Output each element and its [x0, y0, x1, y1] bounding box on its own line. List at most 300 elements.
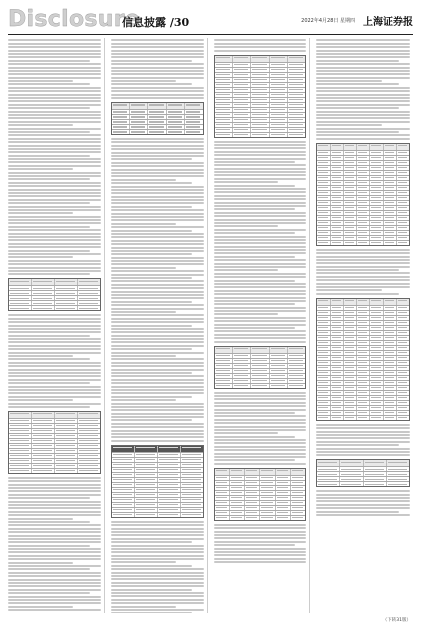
table-cell	[135, 498, 158, 502]
text-line	[111, 138, 204, 140]
table-cell	[215, 56, 233, 62]
table-cell	[9, 296, 32, 300]
text-line	[111, 280, 204, 282]
table-cell	[9, 286, 32, 290]
table-cell	[357, 356, 370, 360]
table-cell	[251, 364, 269, 368]
text-line	[316, 80, 382, 82]
text-line	[111, 243, 204, 245]
text-line	[8, 83, 90, 85]
text-line	[214, 395, 307, 397]
table-cell	[215, 354, 233, 358]
text-line	[8, 389, 101, 391]
text-line	[214, 158, 307, 160]
text-line	[111, 301, 193, 303]
table-cell	[55, 469, 78, 473]
text-line	[214, 409, 307, 411]
table-cell	[340, 482, 363, 486]
table-cell	[148, 120, 166, 124]
table-cell	[215, 103, 233, 107]
text-line	[8, 548, 101, 550]
table-cell	[317, 161, 330, 165]
text-line	[111, 87, 204, 89]
text-line	[214, 554, 307, 556]
table-cell	[384, 186, 397, 190]
table-cell	[158, 483, 181, 487]
table-cell	[251, 347, 269, 353]
table-cell	[270, 98, 288, 102]
table-cell	[344, 156, 357, 160]
text-line	[111, 561, 176, 563]
text-line	[111, 257, 204, 259]
text-line	[316, 276, 410, 278]
text-line	[8, 484, 101, 486]
text-line	[8, 117, 101, 119]
table-cell	[215, 516, 230, 520]
table-cell	[384, 391, 397, 395]
table-cell	[384, 306, 397, 310]
table-cell	[357, 166, 370, 170]
text-line	[316, 507, 410, 509]
table-cell	[158, 453, 181, 457]
text-line	[8, 338, 101, 340]
table-cell	[331, 176, 344, 180]
table-cell	[181, 493, 203, 497]
text-line	[111, 158, 193, 160]
table-cell	[384, 371, 397, 375]
text-line	[316, 269, 399, 271]
table-cell	[260, 469, 275, 475]
table-row	[215, 56, 306, 63]
text-line	[8, 158, 101, 160]
table-cell	[317, 477, 340, 481]
text-line	[8, 202, 90, 204]
text-line	[111, 226, 204, 228]
text-line	[214, 39, 307, 41]
table-cell	[397, 241, 409, 245]
table-cell	[270, 68, 288, 72]
text-line	[111, 335, 204, 337]
table-cell	[78, 429, 100, 433]
table-cell	[397, 366, 409, 370]
text-line	[8, 56, 101, 58]
table-cell	[181, 503, 203, 507]
text-line	[8, 507, 101, 509]
text-line	[111, 578, 204, 580]
text-line	[8, 46, 101, 48]
text-line	[8, 568, 90, 570]
table-cell	[260, 476, 275, 480]
text-line	[214, 300, 307, 302]
table-cell	[370, 181, 383, 185]
table-cell	[397, 176, 409, 180]
data-table	[316, 298, 410, 421]
table-cell	[370, 306, 383, 310]
table-cell	[357, 151, 370, 155]
text-line	[316, 73, 410, 75]
table-cell	[331, 166, 344, 170]
table-cell	[55, 449, 78, 453]
table-cell	[331, 346, 344, 350]
text-line	[8, 253, 101, 255]
text-line	[316, 293, 399, 295]
text-line	[111, 46, 204, 48]
text-line	[214, 561, 307, 563]
table-cell	[357, 144, 370, 150]
text-line	[8, 562, 73, 564]
text-line	[214, 419, 307, 421]
table-cell	[288, 118, 305, 122]
table-cell	[370, 411, 383, 415]
table-cell	[112, 508, 135, 512]
table-cell	[357, 226, 370, 230]
table-cell	[181, 513, 203, 517]
table-cell	[344, 181, 357, 185]
text-line	[111, 141, 204, 143]
text-line	[111, 247, 204, 249]
table-cell	[215, 78, 233, 82]
table-cell	[317, 191, 330, 195]
text-line	[214, 256, 296, 258]
text-line	[111, 230, 193, 232]
text-line	[316, 494, 410, 496]
table-cell	[260, 481, 275, 485]
text-line	[214, 212, 307, 214]
text-line	[8, 375, 101, 377]
table-cell	[215, 113, 233, 117]
table-cell	[55, 444, 78, 448]
table-cell	[291, 506, 305, 510]
table-cell	[32, 296, 55, 300]
text-line	[111, 284, 204, 286]
table-cell	[148, 115, 166, 119]
table-cell	[317, 351, 330, 355]
table-cell	[357, 236, 370, 240]
text-line	[8, 582, 101, 584]
table-cell	[158, 468, 181, 472]
table-cell	[357, 336, 370, 340]
text-line	[8, 325, 101, 327]
table-cell	[215, 347, 233, 353]
table-cell	[260, 501, 275, 505]
text-line	[111, 287, 204, 289]
text-line	[214, 141, 307, 143]
table-cell	[270, 103, 288, 107]
text-line	[8, 403, 101, 405]
text-line	[8, 490, 101, 492]
text-line	[316, 514, 410, 516]
text-line	[8, 138, 101, 140]
text-line	[8, 199, 101, 201]
text-line	[8, 379, 101, 381]
table-cell	[215, 83, 233, 87]
table-cell	[357, 171, 370, 175]
table-cell	[317, 166, 330, 170]
text-line	[316, 272, 410, 274]
text-line	[111, 94, 204, 96]
text-line	[214, 232, 296, 234]
table-cell	[181, 508, 203, 512]
table-cell	[370, 166, 383, 170]
text-line	[8, 531, 101, 533]
table-cell	[230, 496, 245, 500]
text-line	[8, 572, 101, 574]
text-line	[214, 205, 307, 207]
table-cell	[245, 476, 260, 480]
table-cell	[370, 236, 383, 240]
table-cell	[344, 299, 357, 305]
text-line	[8, 355, 73, 357]
table-cell	[135, 453, 158, 457]
table-cell	[317, 156, 330, 160]
table-cell	[233, 93, 251, 97]
table-cell	[112, 463, 135, 467]
text-line	[111, 189, 204, 191]
text-line	[8, 518, 73, 520]
text-line	[8, 341, 101, 343]
table-cell	[317, 144, 330, 150]
table-cell	[32, 286, 55, 290]
text-line	[111, 253, 193, 255]
text-line	[111, 274, 204, 276]
table-cell	[135, 508, 158, 512]
table-cell	[357, 341, 370, 345]
table-cell	[158, 473, 181, 477]
table-cell	[270, 73, 288, 77]
table-cell	[32, 439, 55, 443]
table-cell	[397, 181, 409, 185]
table-cell	[260, 491, 275, 495]
text-line	[214, 544, 296, 546]
table-cell	[233, 347, 251, 353]
text-line	[111, 521, 204, 523]
newspaper-logo: 上海证券报	[363, 17, 413, 28]
text-line	[111, 565, 193, 567]
column-1	[8, 38, 105, 613]
table-cell	[384, 216, 397, 220]
table-cell	[370, 196, 383, 200]
table-cell	[291, 491, 305, 495]
text-line	[111, 148, 204, 150]
table-cell	[331, 171, 344, 175]
table-cell	[251, 73, 269, 77]
table-cell	[112, 478, 135, 482]
table-cell	[32, 412, 55, 418]
text-line	[111, 528, 204, 530]
text-line	[111, 609, 204, 611]
table-cell	[357, 196, 370, 200]
text-line	[214, 534, 307, 536]
text-line	[8, 348, 101, 350]
text-line	[214, 449, 307, 451]
table-row	[9, 279, 100, 286]
table-cell	[78, 296, 100, 300]
table-cell	[251, 108, 269, 112]
text-line	[111, 270, 204, 272]
table-cell	[317, 371, 330, 375]
table-cell	[251, 63, 269, 67]
issue-date: 2022年4月28日 星期四	[301, 18, 355, 24]
table-row	[112, 130, 203, 134]
text-line	[316, 138, 410, 140]
table-cell	[215, 476, 230, 480]
table-cell	[357, 176, 370, 180]
text-line	[8, 73, 101, 75]
text-line	[111, 612, 193, 613]
table-cell	[245, 516, 260, 520]
table-cell	[276, 496, 291, 500]
table-cell	[112, 468, 135, 472]
table-cell	[331, 316, 344, 320]
text-line	[8, 352, 101, 354]
table-cell	[344, 211, 357, 215]
table-cell	[370, 206, 383, 210]
table-cell	[357, 321, 370, 325]
text-line	[111, 311, 176, 313]
table-cell	[344, 151, 357, 155]
table-cell	[230, 516, 245, 520]
text-line	[8, 100, 101, 102]
table-cell	[78, 279, 100, 285]
table-cell	[291, 486, 305, 490]
table-cell	[344, 401, 357, 405]
text-line	[111, 250, 204, 252]
table-cell	[357, 331, 370, 335]
table-cell	[384, 201, 397, 205]
table-cell	[370, 401, 383, 405]
text-line	[316, 427, 410, 429]
text-line	[111, 328, 204, 330]
table-cell	[344, 366, 357, 370]
table-cell	[317, 341, 330, 345]
text-line	[111, 386, 204, 388]
table-cell	[112, 120, 130, 124]
text-line	[111, 423, 204, 425]
table-cell	[397, 336, 409, 340]
table-cell	[331, 391, 344, 395]
table-cell	[130, 110, 148, 114]
table-cell	[340, 472, 363, 476]
table-cell	[384, 406, 397, 410]
table-cell	[317, 176, 330, 180]
table-cell	[288, 128, 305, 132]
table-cell	[331, 191, 344, 195]
text-line	[214, 174, 307, 176]
table-cell	[317, 416, 330, 420]
table-cell	[331, 299, 344, 305]
table-cell	[130, 103, 148, 109]
text-line	[8, 236, 101, 238]
table-cell	[317, 211, 330, 215]
table-cell	[230, 486, 245, 490]
text-line	[214, 269, 279, 271]
text-line	[111, 172, 204, 174]
table-cell	[270, 108, 288, 112]
text-line	[316, 511, 399, 513]
text-line	[214, 303, 296, 305]
text-line	[316, 448, 410, 450]
table-cell	[251, 103, 269, 107]
text-line	[111, 355, 176, 357]
text-line	[111, 186, 204, 188]
text-line	[111, 304, 204, 306]
text-line	[111, 541, 193, 543]
text-line	[111, 362, 204, 364]
table-cell	[344, 166, 357, 170]
table-cell	[317, 396, 330, 400]
table-cell	[233, 359, 251, 363]
table-cell	[317, 316, 330, 320]
table-cell	[158, 463, 181, 467]
table-cell	[370, 406, 383, 410]
table-cell	[112, 493, 135, 497]
table-cell	[387, 477, 409, 481]
text-line	[316, 500, 410, 502]
text-line	[111, 165, 204, 167]
table-cell	[357, 406, 370, 410]
table-cell	[78, 449, 100, 453]
table-cell	[135, 478, 158, 482]
text-line	[316, 431, 410, 433]
text-line	[8, 328, 101, 330]
table-cell	[317, 201, 330, 205]
table-cell	[270, 364, 288, 368]
text-line	[8, 362, 101, 364]
table-cell	[397, 144, 409, 150]
table-cell	[370, 371, 383, 375]
text-line	[214, 266, 307, 268]
brand-wordmark: Disclosure	[8, 7, 141, 32]
text-line	[111, 277, 193, 279]
text-line	[316, 249, 410, 251]
text-line	[214, 259, 307, 261]
table-cell	[344, 226, 357, 230]
text-line	[316, 50, 410, 52]
table-cell	[397, 396, 409, 400]
text-line	[8, 406, 90, 408]
text-line	[214, 541, 307, 543]
text-line	[8, 182, 101, 184]
table-cell	[32, 454, 55, 458]
text-line	[111, 592, 204, 594]
text-line	[214, 263, 307, 265]
table-cell	[344, 346, 357, 350]
text-line	[111, 545, 204, 547]
table-cell	[32, 306, 55, 310]
text-line	[316, 454, 410, 456]
table-cell	[9, 306, 32, 310]
table-cell	[260, 511, 275, 515]
table-cell	[357, 161, 370, 165]
table-cell	[215, 491, 230, 495]
text-line	[316, 490, 410, 492]
table-cell	[370, 191, 383, 195]
table-cell	[384, 321, 397, 325]
table-cell	[288, 63, 305, 67]
table-cell	[32, 429, 55, 433]
table-cell	[331, 326, 344, 330]
text-line	[8, 270, 101, 272]
text-line	[111, 169, 204, 171]
table-cell	[317, 231, 330, 235]
table-cell	[181, 478, 203, 482]
text-line	[214, 432, 279, 434]
text-line	[8, 538, 101, 540]
table-cell	[340, 460, 363, 466]
table-cell	[32, 279, 55, 285]
table-cell	[370, 161, 383, 165]
table-cell	[135, 446, 158, 452]
